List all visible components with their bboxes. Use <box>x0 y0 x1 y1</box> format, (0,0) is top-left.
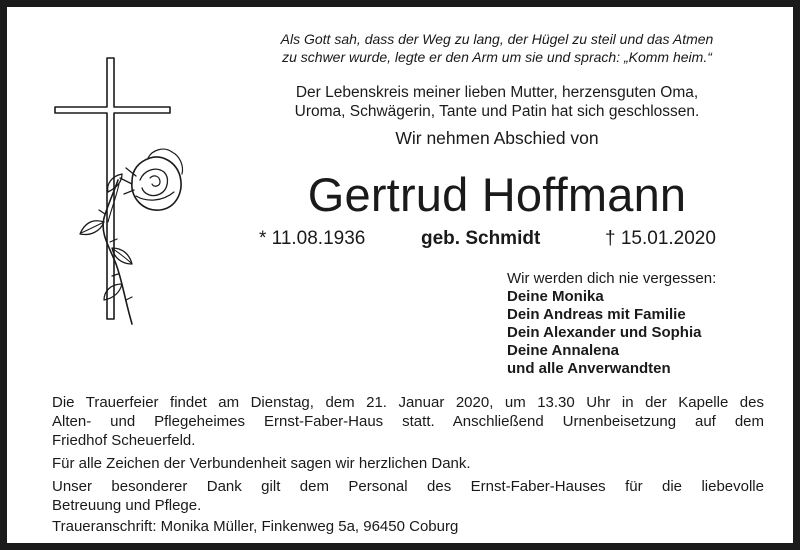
farewell-line: Wir nehmen Abschied von <box>395 128 599 148</box>
thanks-general-paragraph <box>52 454 764 473</box>
ceremony-line: Friedhof Scheuerfeld. <box>52 432 196 449</box>
death-date: † 15.01.2020 <box>605 228 716 249</box>
mourner-name: Dein Andreas mit Familie <box>507 306 686 323</box>
circle-of-life-text <box>232 83 762 121</box>
circle-line: Uroma, Schwägerin, Tante und Patin hat sich geschlossen. <box>294 103 700 120</box>
quote-line: Als Gott sah, dass der Weg zu lang, der Hügel zu steil und das Atmen <box>280 31 714 47</box>
circle-line: Der Lebenskreis meiner lieben Mutter, herzensguten Oma, <box>295 84 699 101</box>
deceased-name: Gertrud Hoffmann <box>307 168 687 221</box>
mourning-address: Traueranschrift: Monika Müller, Finkenweg 5a, 96450 Coburg <box>52 518 459 535</box>
mourner-name: und alle Anverwandten <box>507 360 671 377</box>
notice-body <box>52 393 764 515</box>
quote-line: zu schwer wurde, legte er den Arm um sie und sprach: „Komm heim.“ <box>282 49 712 65</box>
mourner-name: Dein Alexander und Sophia <box>507 324 702 341</box>
ceremony-line: Die Trauerfeier findet am Dienstag, dem 21. Januar 2020, um 13.30 Uhr in der Kapelle des <box>52 394 764 411</box>
ceremony-line: Alten- und Pflegeheimes Ernst-Faber-Haus statt. Anschließend Urnenbeisetzung auf dem <box>52 413 764 430</box>
mourners-list <box>507 270 777 378</box>
mourner-name: Deine Annalena <box>507 342 619 359</box>
thanks-staff-paragraph <box>52 477 764 515</box>
thanks-staff-line: Unser besonderer Dank gilt dem Personal des Ernst-Faber-Hauses für die liebevolle <box>52 478 764 495</box>
ceremony-paragraph <box>52 393 764 450</box>
maiden-name: geb. Schmidt <box>421 228 541 249</box>
mourner-names <box>507 288 777 378</box>
cross-with-rose-icon <box>52 52 192 332</box>
mourners-intro: Wir werden dich nie vergessen: <box>507 270 717 287</box>
birth-date: * 11.08.1936 <box>259 228 366 249</box>
thanks-staff-line: Betreuung und Pflege. <box>52 497 202 514</box>
thanks-general-line: Für alle Zeichen der Verbundenheit sagen wir herzlichen Dank. <box>52 455 471 472</box>
opening-quote <box>232 30 762 66</box>
mourner-name: Deine Monika <box>507 288 604 305</box>
